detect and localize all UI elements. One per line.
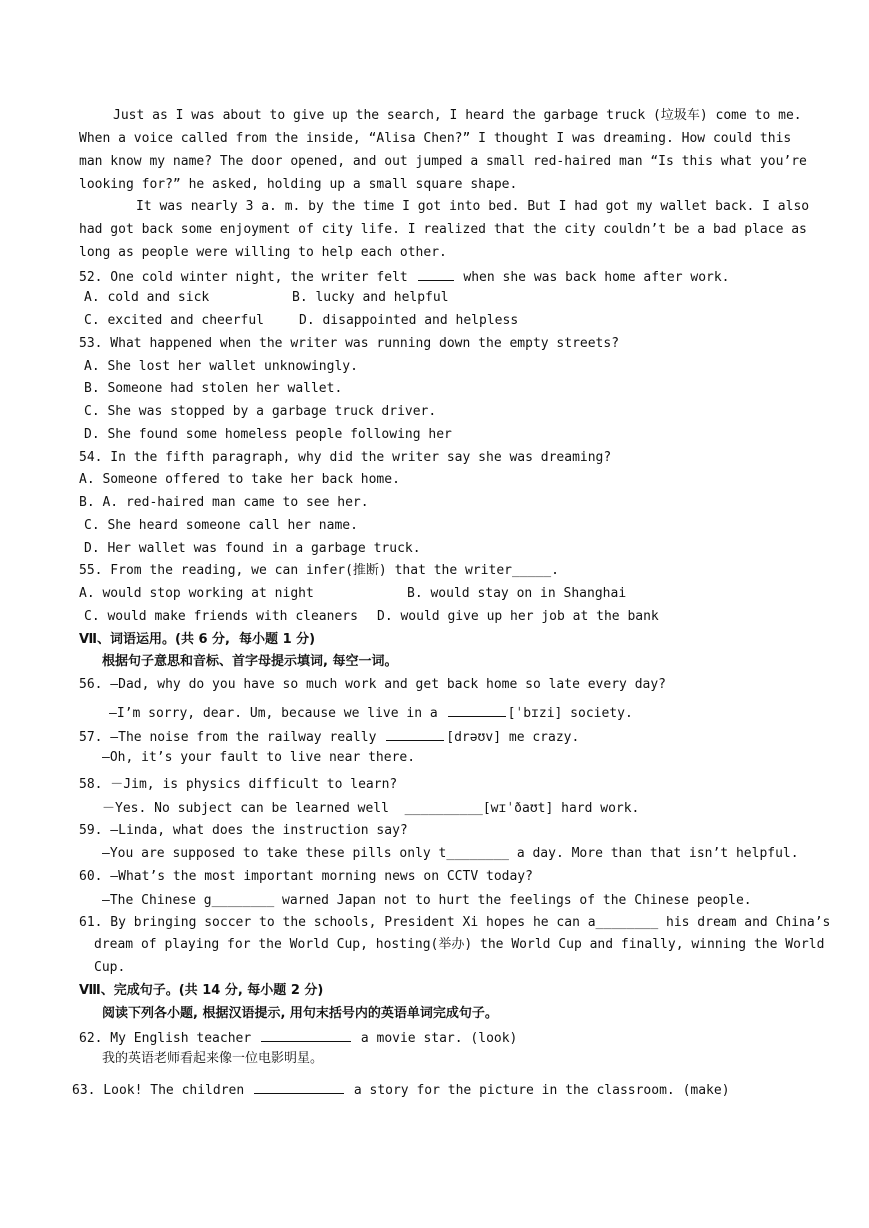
question-59-line2: —You are supposed to take these pills only t________ a day. More than that isn’t helpful. (102, 846, 799, 861)
question-61-line1: 61. By bringing soccer to the schools, President Xi hopes he can a________ his dream and China’s (79, 915, 831, 930)
option-53-c[interactable]: C. She was stopped by a garbage truck driver. (84, 404, 437, 419)
option-52-d[interactable]: D. disappointed and helpless (299, 313, 519, 328)
option-55-d[interactable]: D. would give up her job at the bank (377, 609, 659, 624)
question-52-stem: 52. One cold winter night, the writer felt (79, 270, 408, 285)
passage-p2-line1: It was nearly 3 a. m. by the time I got into bed. But I had got my wallet back. I also (136, 199, 810, 214)
option-53-b[interactable]: B. Someone had stolen her wallet. (84, 381, 343, 396)
question-56-line1: 56. —Dad, why do you have so much work and get back home so late every day? (79, 677, 666, 692)
question-60-line2: —The Chinese g________ warned Japan not to hurt the feelings of the Chinese people. (102, 893, 752, 908)
section-8-instruction: 阅读下列各小题, 根据汉语提示, 用句末括号内的英语单词完成句子。 (102, 1006, 498, 1021)
question-62-stem-end: a movie star. (look) (360, 1031, 518, 1046)
question-57-line1 (79, 726, 579, 748)
option-54-d[interactable]: D. Her wallet was found in a garbage truck. (84, 541, 421, 556)
section-8-title: Ⅷ、完成句子。(共 14 分, 每小题 2 分) (79, 983, 324, 998)
question-52 (79, 266, 730, 288)
question-60-line1: 60. —What’s the most important morning news on CCTV today? (79, 869, 533, 884)
question-57-stem: 57. —The noise from the railway really (79, 730, 377, 745)
option-55-b[interactable]: B. would stay on in Shanghai (407, 586, 627, 601)
option-54-c[interactable]: C. She heard someone call her name. (84, 518, 358, 533)
option-53-d[interactable]: D. She found some homeless people following her (84, 427, 452, 442)
option-54-a[interactable]: A. Someone offered to take her back home. (79, 472, 400, 487)
question-59-line1: 59. —Linda, what does the instruction say? (79, 823, 408, 838)
option-55-a[interactable]: A. would stop working at night (79, 586, 314, 601)
question-63-stem: 63. Look! The children (72, 1083, 245, 1098)
question-53-stem: 53. What happened when the writer was running down the empty streets? (79, 336, 620, 351)
question-54-stem: 54. In the fifth paragraph, why did the writer say she was dreaming? (79, 450, 612, 465)
passage-p1-line4: looking for?” he asked, holding up a small square shape. (79, 177, 518, 192)
question-62-stem: 62. My English teacher (79, 1031, 252, 1046)
question-62-chinese: 我的英语老师看起来像一位电影明星。 (102, 1051, 324, 1066)
question-56-stem: —I’m sorry, dear. Um, because we live in a (109, 706, 438, 721)
answer-blank-56[interactable] (448, 702, 506, 717)
option-52-c[interactable]: C. excited and cheerful (84, 313, 265, 328)
passage-p2-line2: had got back some enjoyment of city life. I realized that the city couldn’t be a bad place as (79, 222, 807, 237)
question-56-phonetic: [ˈbɪzi] society. (507, 706, 633, 721)
question-63-stem-end: a story for the picture in the classroom. (make) (353, 1083, 730, 1098)
section-7-title: Ⅶ、词语运用。(共 6 分, 每小题 1 分) (79, 632, 316, 647)
passage-p1-line3: man know my name? The door opened, and out jumped a small red-haired man “Is this what you’re (79, 154, 807, 169)
passage-p2-line3: long as people were willing to help each other. (79, 245, 447, 260)
option-54-b[interactable]: B. A. red-haired man came to see her. (79, 495, 369, 510)
question-57-line2: —Oh, it’s your fault to live near there. (102, 750, 416, 765)
question-57-phonetic: [drəʊv] me crazy. (446, 730, 580, 745)
question-58-line2: －Yes. No subject can be learned well __________[wɪˈðaʊt] hard work. (102, 801, 640, 816)
passage-p1-line2: When a voice called from the inside, “Alisa Chen?” I thought I was dreaming. How could this (79, 131, 792, 146)
question-62-line1 (79, 1027, 517, 1049)
passage-p1-line1: Just as I was about to give up the search, I heard the garbage truck (垃圾车) come to me. (113, 108, 802, 123)
answer-blank-57[interactable] (386, 726, 444, 741)
section-7-instruction: 根据句子意思和音标、首字母提示填词, 每空一词。 (102, 654, 398, 669)
question-63-line1 (72, 1079, 730, 1101)
question-61-line2: dream of playing for the World Cup, hosting(举办) the World Cup and finally, winning the World (94, 937, 825, 952)
question-56-line2 (109, 702, 633, 724)
answer-blank-63[interactable] (254, 1079, 344, 1094)
option-55-c[interactable]: C. would make friends with cleaners (84, 609, 358, 624)
option-52-b[interactable]: B. lucky and helpful (292, 290, 449, 305)
question-61-line3: Cup. (94, 960, 126, 975)
question-52-stem-end: when she was back home after work. (463, 270, 730, 285)
question-58-line1: 58. －Jim, is physics difficult to learn? (79, 777, 398, 792)
question-55-stem: 55. From the reading, we can infer(推断) that the writer_____. (79, 563, 559, 578)
answer-blank-62[interactable] (261, 1027, 351, 1042)
answer-blank-52[interactable] (418, 266, 454, 281)
option-52-a[interactable]: A. cold and sick (84, 290, 210, 305)
option-53-a[interactable]: A. She lost her wallet unknowingly. (84, 359, 358, 374)
